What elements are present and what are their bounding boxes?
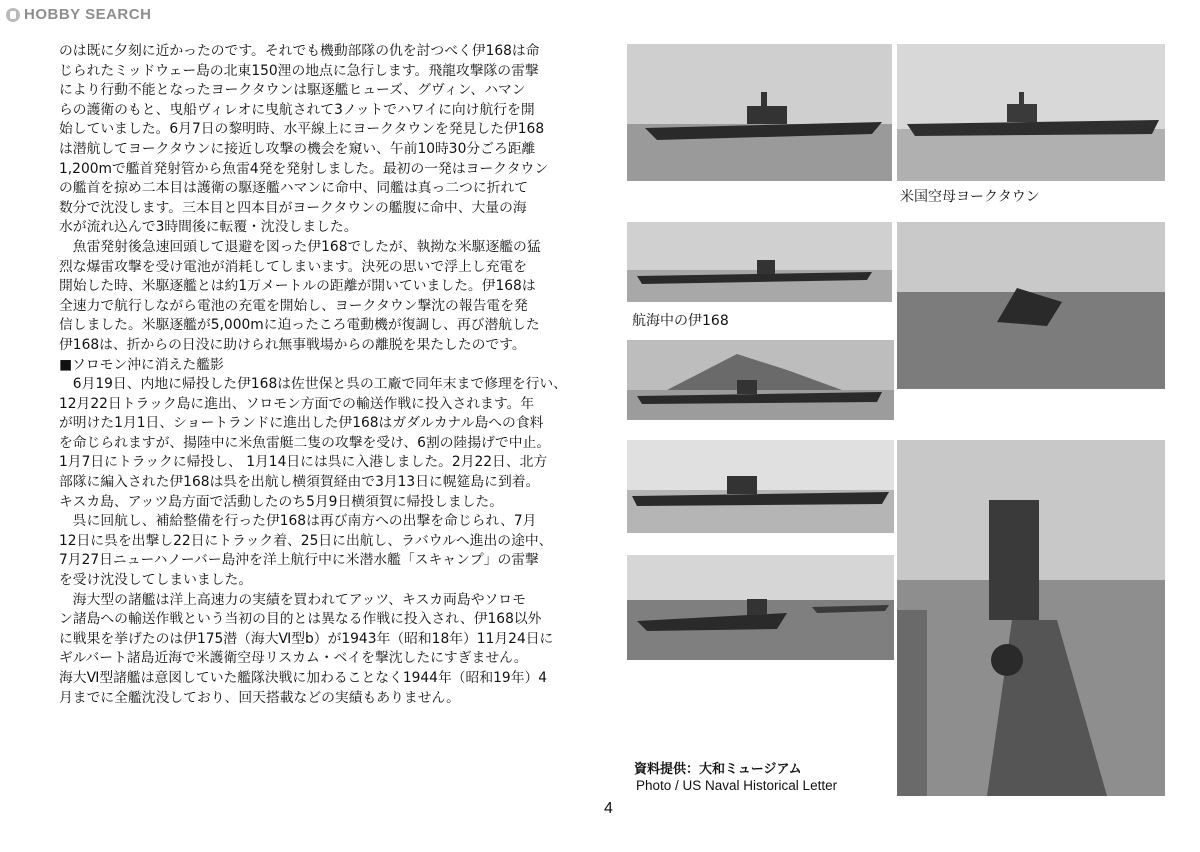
photo-sinking <box>897 222 1165 389</box>
logo-icon <box>6 8 20 22</box>
caption-yorktown: 米国空母ヨークタウン <box>900 189 1040 205</box>
article-body <box>59 42 579 708</box>
photo-yorktown-2 <box>897 44 1165 181</box>
paragraph-5: 海大型の諸艦は洋上高速力の実績を買われてアッツ、キスカ両島やソロモ ン諸島への輸送作戦という当初の目的とは異なる作戦に投入され、伊168以外 に戦果を挙げたのは伊175潜（海大Ⅵ型b）が1943年（昭和18年）11月24日に ギルバート諸島近海で米護衛空母リスカム・ベイを撃沈したにすぎません。 海大Ⅵ型諸艦は意図していた艦隊決戦に加わることなく1944年（昭和19年）4 月までに全艦沈没しており、回天搭載などの実績もありません。 <box>59 591 554 706</box>
page-number: 4 <box>604 800 613 817</box>
photo-credit-ja: 資料提供：大和ミュージアム <box>634 762 802 777</box>
photo-i168-underway <box>627 222 892 302</box>
photo-deck-view <box>897 440 1165 796</box>
caption-i168: 航海中の伊168 <box>632 313 729 329</box>
site-logo[interactable] <box>6 6 151 23</box>
photo-i168-sea <box>627 440 894 533</box>
photo-i168-mountain <box>627 340 894 420</box>
paragraph-2: 魚雷発射後急速回頭して退避を図った伊168でしたが、執拗な米駆逐艦の猛 烈な爆雷攻撃を受け電池が消耗してしまいます。決死の思いで浮上し充電を 開始した時、米駆逐艦とは約1万メートルの距離が開いていました。伊168は 全速力で航行しながら電池の充電を開始し、ヨークタウン撃沈の報告電を発 信しました。米駆逐艦が5,000mに迫ったころ電動機が復調し、再び潜航した 伊168は、折からの日没に助けられ無事戦場からの離脱を果たしたのです。 <box>59 238 541 353</box>
paragraph-4: 呉に回航し、補給整備を行った伊168は再び南方への出撃を命じられ、7月 12日に呉を出撃し22日にトラック着、25日に出航し、ラバウルへ進出の途中、 7月27日ニューハノーバー島沖を洋上航行中に米潜水艦「スキャンプ」の雷撃 を受け沈没してしまいました。 <box>59 513 553 589</box>
photo-submarines-pair <box>627 555 894 660</box>
section-heading: ■ソロモン沖に消えた艦影 <box>59 356 224 373</box>
photo-yorktown-1 <box>627 44 892 181</box>
photo-credit-en: Photo / US Naval Historical Letter <box>636 778 838 793</box>
paragraph-1: のは既に夕刻に近かったのです。それでも機動部隊の仇を討つべく伊168は命 じられたミッドウェー島の北東150浬の地点に急行します。飛龍攻撃隊の雷撃 により行動不能となったヨークタウンは駆逐艦ヒューズ、グヴィン、ハマン らの護衛のもと、曳船ヴィレオに曳航されて3ノットでハワイに向け航行を開 始していました。6月7日の黎明時、水平線上にヨークタウンを発見した伊168 は潜航してヨークタウンに接近し攻撃の機会を窺い、午前10時30分ごろ距離 1,200mで艦首発射管から魚雷4発を発射しました。最初の一発はヨークタウン の艦首を掠め二本目は護衛の駆逐艦ハマンに命中、同艦は真っ二つに折れて 数分で沈没します。三本目と四本目がヨークタウンの艦腹に命中、大量の海 水が流れ込んで3時間後に転覆・沈没しました。 <box>59 43 549 236</box>
paragraph-3: 6月19日、内地に帰投した伊168は佐世保と呉の工廠で同年末まで修理を行い、 12月22日トラック島に進出、ソロモン方面での輸送作戦に投入されます。年 が明けた1月1日、ショートランドに進出した伊168はガダルカナル島への食料 を命じられますが、揚陸中に米魚雷艇二隻の攻撃を受け、6割の陸揚げで中止。 1月7日にトラックに帰投し、 1月14日には呉に入港しました。2月22日、北方 部隊に編入された伊168は呉を出航し横須賀経由で3月13日に幌筵島に到着。 キスカ島、アッツ島方面で活動したのち5月9日横須賀に帰投しました。 <box>59 376 567 510</box>
logo-text: HOBBY SEARCH <box>24 6 152 23</box>
